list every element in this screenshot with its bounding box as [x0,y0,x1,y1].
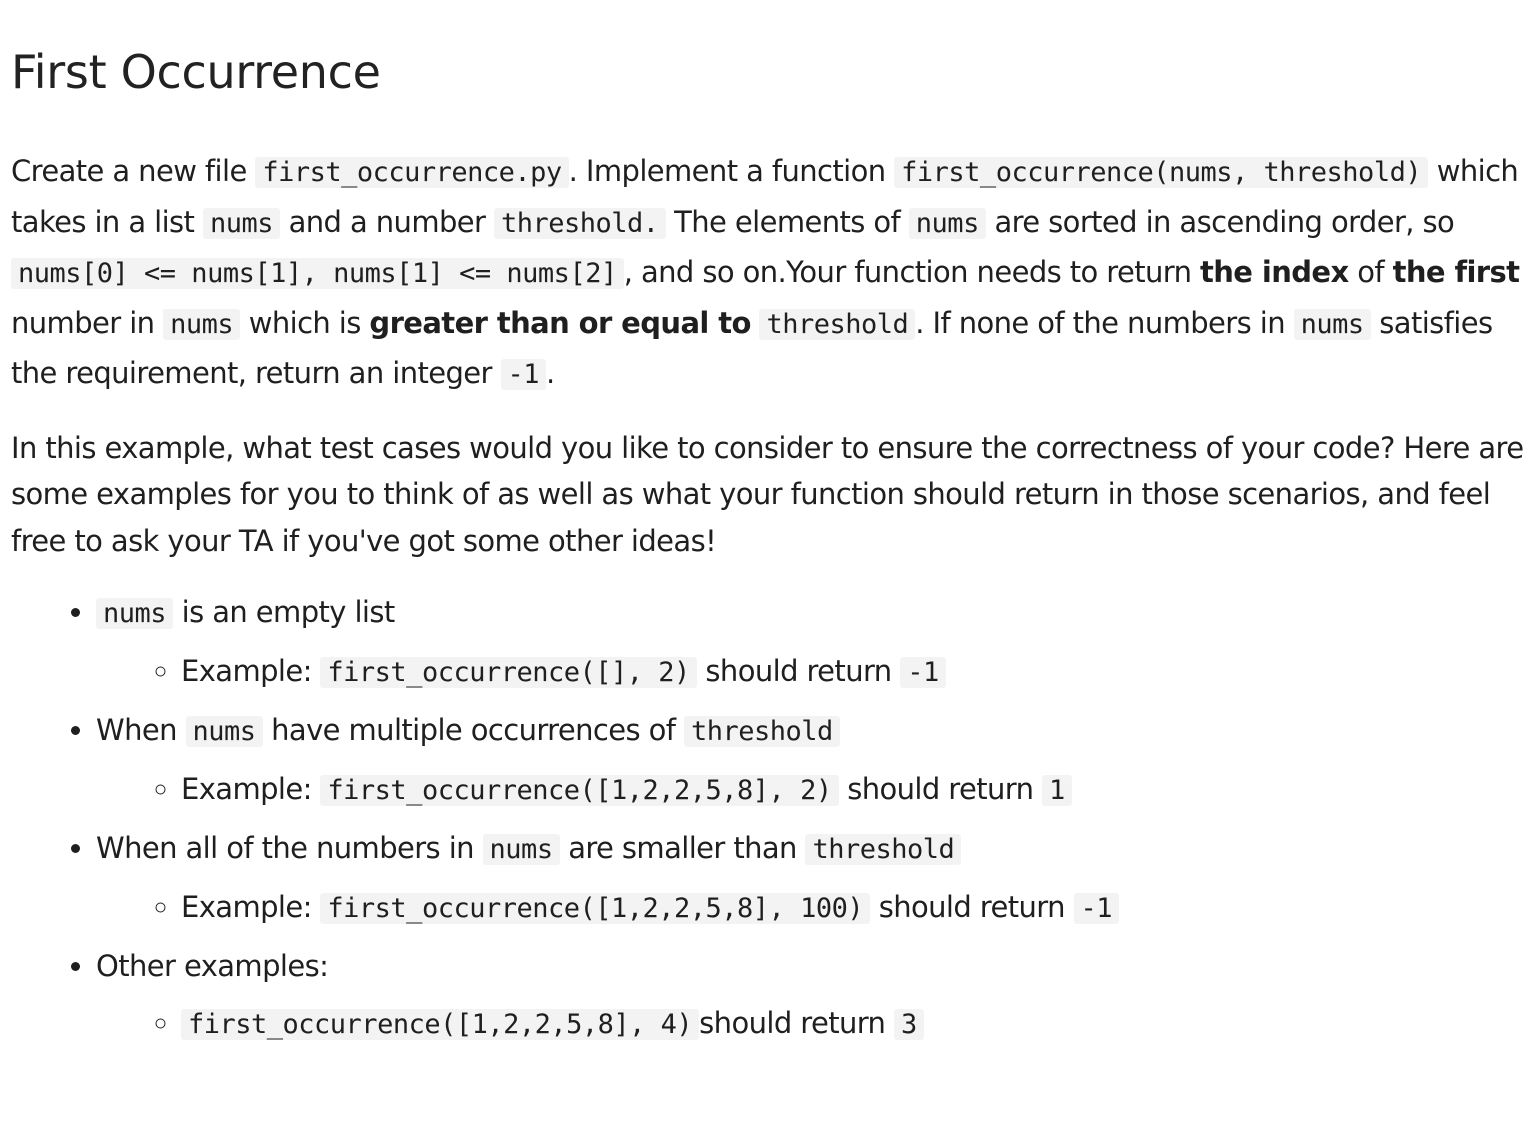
intro-text: satisfies the requirement, return an integer [11,305,1493,390]
code-signature: first_occurrence(nums, threshold) [894,157,1428,188]
bold-text: the first [1392,255,1520,289]
example-list [96,994,1524,1054]
code-ordering: nums[0] <= nums[1], nums[1] <= nums[2] [11,258,624,289]
example-list [96,760,1524,820]
code-example-result: 3 [894,1009,924,1040]
bold-text: the index [1199,255,1349,289]
test-case-list [11,584,1524,1054]
list-item [96,820,1524,938]
code-example-result: 1 [1042,775,1072,806]
intro-text: which is [240,305,370,340]
code-threshold: threshold [759,309,915,340]
case-text: is an empty list [173,595,395,629]
intro-text: Create a new file [11,154,256,188]
case-text: When all of the numbers in [96,831,483,865]
code-filename: first_occurrence.py [255,157,568,188]
intro-text: . If none of the numbers in [915,305,1294,340]
case-text: When [96,713,186,747]
example-text: should return [838,772,1042,806]
example-item [181,760,1524,820]
code-example-call: first_occurrence([1,2,2,5,8], 2) [320,775,838,806]
intro-text: and a number [279,204,494,239]
code-nums: nums [203,208,280,239]
case-text: have multiple occurrences of [262,713,684,747]
code-example-call: first_occurrence([1,2,2,5,8], 100) [320,893,870,924]
example-item [181,878,1524,938]
intro-text: which takes in a list [11,154,1519,239]
case-text: Other examples: [96,949,329,983]
example-list [96,642,1524,702]
example-list [96,878,1524,938]
example-item [181,642,1524,702]
intro-text: of [1348,255,1393,289]
intro-text: , and so on.Your function needs to return [623,255,1200,289]
bold-text: greater than or equal to [369,305,751,340]
example-text: should return [699,1006,894,1040]
code-nums: nums [909,208,986,239]
code-nums: nums [1294,309,1371,340]
example-label: Example: [181,890,321,924]
code-threshold: threshold [684,716,840,747]
intro-paragraph [11,147,1524,400]
code-nums: nums [163,309,240,340]
example-text: should return [870,890,1074,924]
code-threshold: threshold. [494,208,666,239]
page-title: First Occurrence [11,45,381,99]
code-minus-one: -1 [501,359,547,390]
example-label: Example: [181,772,321,806]
intro-text: are sorted in ascending order, so [985,204,1455,239]
list-item [96,702,1524,820]
intro-text: number in [11,305,164,340]
code-example-result: -1 [1074,893,1120,924]
intro-text: . Implement a function [568,154,895,188]
code-nums: nums [483,834,560,865]
example-label: Example: [181,654,321,688]
document [0,42,1536,1054]
example-item [181,994,1524,1054]
code-example-call: first_occurrence([], 2) [320,657,696,688]
list-item [96,938,1524,1054]
code-example-call: first_occurrence([1,2,2,5,8], 4) [181,1009,699,1040]
code-nums: nums [186,716,263,747]
case-text: are smaller than [559,831,806,865]
intro-text: The elements of [665,204,909,239]
code-threshold: threshold [805,834,961,865]
question-paragraph: In this example, what test cases would you like to consider to ensure the correctness of your code? Here are some examples for you to think of as well as what your function should return in those scenarios, and feel free to ask your TA if you've got some other ideas! [11,430,1524,558]
list-item [96,584,1524,702]
code-nums: nums [96,598,173,629]
example-text: should return [696,654,901,688]
code-example-result: -1 [900,657,946,688]
intro-text: . [546,356,555,390]
